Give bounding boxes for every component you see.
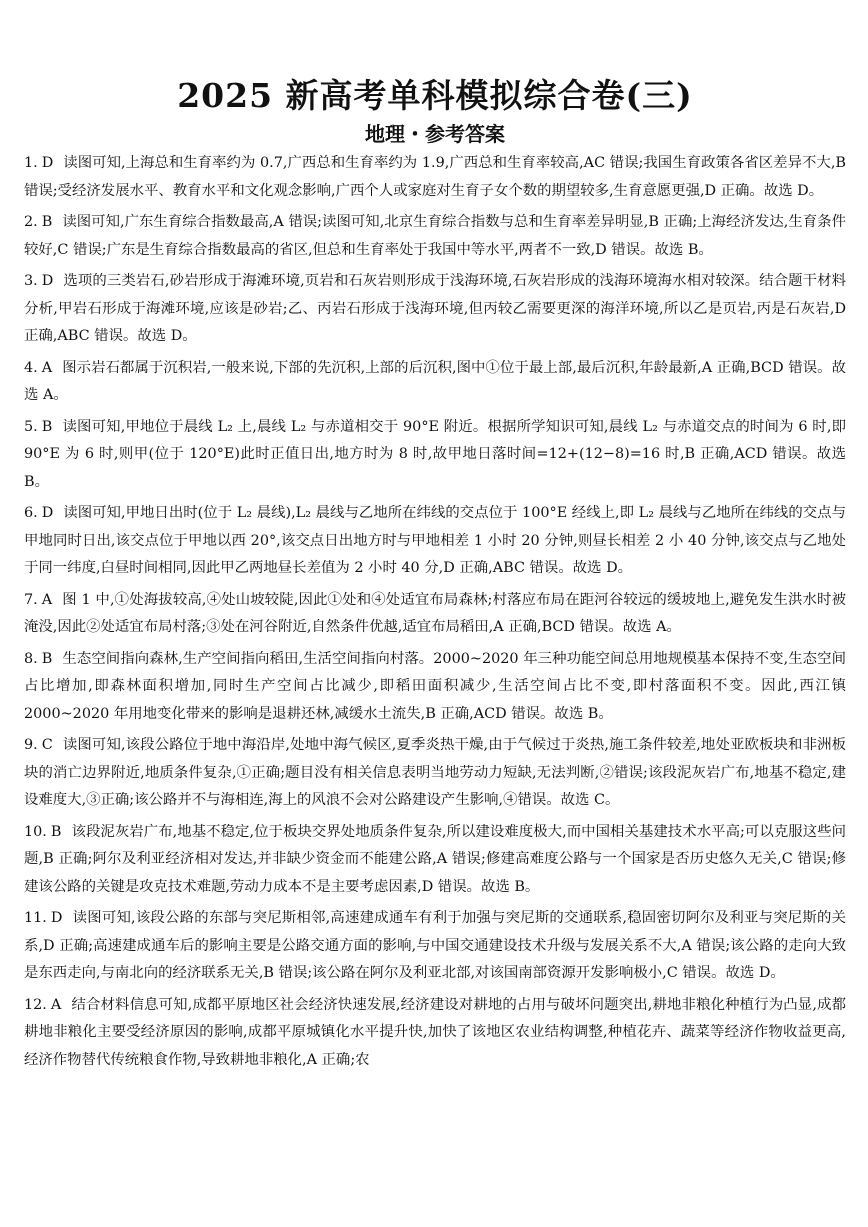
answer-explanation: 结合材料信息可知,成都平原地区社会经济快速发展,经济建设对耕地的占用与破坏问题突出,耕地非粮化种植行为凸显,成都耕地非粮化主要受经济原因的影响,成都平原城镇化水平提升快,加快了该地区农业结构调整,种植花卉、蔬菜等经济作物收益更高,经济作物替代传统粮食作物,导致耕地非粮化,A 正确;农 [24,996,846,1068]
answer-number: 10. [24,823,47,840]
answer-item-10 [24,819,846,902]
answer-item-5 [24,414,846,497]
answer-item-7 [24,587,846,642]
answer-choice: B [41,214,53,230]
answer-item-11 [24,905,846,988]
answer-choice: B [50,823,62,840]
answer-number: 2. [24,214,38,230]
answer-item-4 [24,355,846,410]
answer-number: 8. [24,650,38,667]
answer-explanation: 该段泥灰岩广布,地基不稳定,位于板块交界处地质条件复杂,所以建设难度极大,而中国相关基建技术水平高;可以克服这些问题,B 正确;阿尔及利亚经济相对发达,并非缺少资金而不能建公路,A 错误;修建高难度公路与一个国家是否历史悠久无关,C 错误;修建该公路的关键是攻克技术难题,劳动力成本不是主要考虑因素,D 错误。故选 B。 [24,823,846,895]
answer-item-8 [24,646,846,729]
answer-explanation: 读图可知,该段公路位于地中海沿岸,处地中海气候区,夏季炎热干燥,由于气候过于炎热,施工条件较差,地处亚欧板块和非洲板块的消亡边界附近,地质条件复杂,①正确;题目没有相关信息表明当地劳动力短缺,无法判断,②错误;该段泥灰岩广布,地基不稳定,建设难度大,③正确;该公路并不与海相连,海上的风浪不会对公路建设产生影响,④错误。故选 C。 [24,737,846,808]
answer-choice: A [50,996,62,1013]
answer-number: 4. [24,359,38,376]
answer-item-3 [24,268,846,351]
answer-explanation: 读图可知,上海总和生育率约为 0.7,广西总和生育率约为 1.9,广西总和生育率较高,AC 错误;我国生育政策各省区差异不大,B 错误;受经济发展水平、教育水平和文化观念影响,广西个人或家庭对生育子女个数的期望较多,生育意愿更强,D 正确。故选 D。 [24,155,846,199]
answer-choice: D [41,505,54,521]
answer-number: 11. [24,910,47,926]
answer-choice: D [41,155,54,171]
answer-explanation: 选项的三类岩石,砂岩形成于海滩环境,页岩和石灰岩则形成于浅海环境,石灰岩形成的浅海环境海水相对较深。结合题干材料分析,甲岩石形成于海滩环境,应该是砂岩;乙、丙岩石形成于浅海环境,但丙较乙需要更深的海洋环境,所以乙是页岩,丙是石灰岩,D 正确,ABC 错误。故选 D。 [24,273,846,344]
answer-choice: D [50,910,63,926]
page-title: 2025 新高考单科模拟综合卷(三) [177,76,693,115]
answer-number: 1. [24,155,38,171]
answer-explanation: 生态空间指向森林,生产空间指向稻田,生活空间指向村落。2000~2020 年三种功能空间总用地规模基本保持不变,生态空间占比增加,即森林面积增加,同时生产空间占比减少,即稻田面积减少,生活空间占比不变,即村落面积不变。因此,西江镇 2000~2020 年用地变化带来的影响是退耕还林,减缓水土流失,B 正确,ACD 错误。故选 B。 [24,650,846,722]
answer-explanation: 图示岩石都属于沉积岩,一般来说,下部的先沉积,上部的后沉积,图中①位于最上部,最后沉积,年龄最新,A 正确,BCD 错误。故选 A。 [24,359,846,403]
answer-choice: A [41,591,53,608]
answer-choice: C [41,737,53,753]
answer-list [24,150,846,1074]
answer-item-9 [24,732,846,815]
answer-item-6 [24,500,846,583]
answer-explanation: 读图可知,广东生育综合指数最高,A 错误;读图可知,北京生育综合指数与总和生育率差异明显,B 正确;上海经济发达,生育条件较好,C 错误;广东是生育综合指数最高的省区,但总和生育率处于我国中等水平,两者不一致,D 错误。故选 B。 [24,214,846,258]
answer-number: 6. [24,505,38,521]
answer-explanation: 图 1 中,①处海拔较高,④处山坡较陡,因此①处和④处适宜布局森林;村落应布局在距河谷较远的缓坡地上,避免发生洪水时被淹没,因此②处适宜布局村落;③处在河谷附近,自然条件优越,适宜布局稻田,A 正确,BCD 错误。故选 A。 [24,591,846,635]
answer-number: 12. [24,996,47,1013]
answer-explanation: 读图可知,甲地日出时(位于 L₂ 晨线),L₂ 晨线与乙地所在纬线的交点位于 100°E 经线上,即 L₂ 晨线与乙地所在纬线的交点与甲地同时日出,该交点位于甲地以西 20°,该交点日出地方时与甲地相差 1 小时 20 分钟,则昼长相差 2 小 40 分钟,该交点与乙地处于同一纬度,白昼时间相同,因此甲乙两地昼长差值为 2 小时 40 分,D 正确,ABC 错误。故选 D。 [24,505,846,576]
answer-choice: D [41,273,54,289]
answer-explanation: 读图可知,甲地位于晨线 L₂ 上,晨线 L₂ 与赤道相交于 90°E 附近。根据所学知识可知,晨线 L₂ 与赤道交点的时间为 6 时,即 90°E 为 6 时,则甲(位于 120°E)此时正值日出,地方时为 8 时,故甲地日落时间=12+(12−8)=16 时,B 正确,ACD 错误。故选 B。 [24,418,846,490]
answer-item-2 [24,209,846,264]
answer-choice: A [41,359,53,376]
answer-item-1 [24,150,846,205]
answer-number: 5. [24,418,38,435]
answer-choice: B [41,650,53,667]
answer-choice: B [41,418,53,435]
answer-number: 3. [24,273,38,289]
answer-number: 7. [24,591,38,608]
answer-number: 9. [24,737,38,753]
page-subtitle: 地理・参考答案 [365,122,505,146]
answer-item-12 [24,992,846,1075]
answer-explanation: 读图可知,该段公路的东部与突尼斯相邻,高速建成通车有利于加强与突尼斯的交通联系,稳固密切阿尔及利亚与突尼斯的关系,D 正确;高速建成通车后的影响主要是公路交通方面的影响,与中国交通建设技术升级与发展关系不大,A 错误;该公路的走向大致是东西走向,与南北向的经济联系无关,B 错误;该公路在阿尔及利亚北部,对该国南部资源开发影响极小,C 错误。故选 D。 [24,910,846,981]
